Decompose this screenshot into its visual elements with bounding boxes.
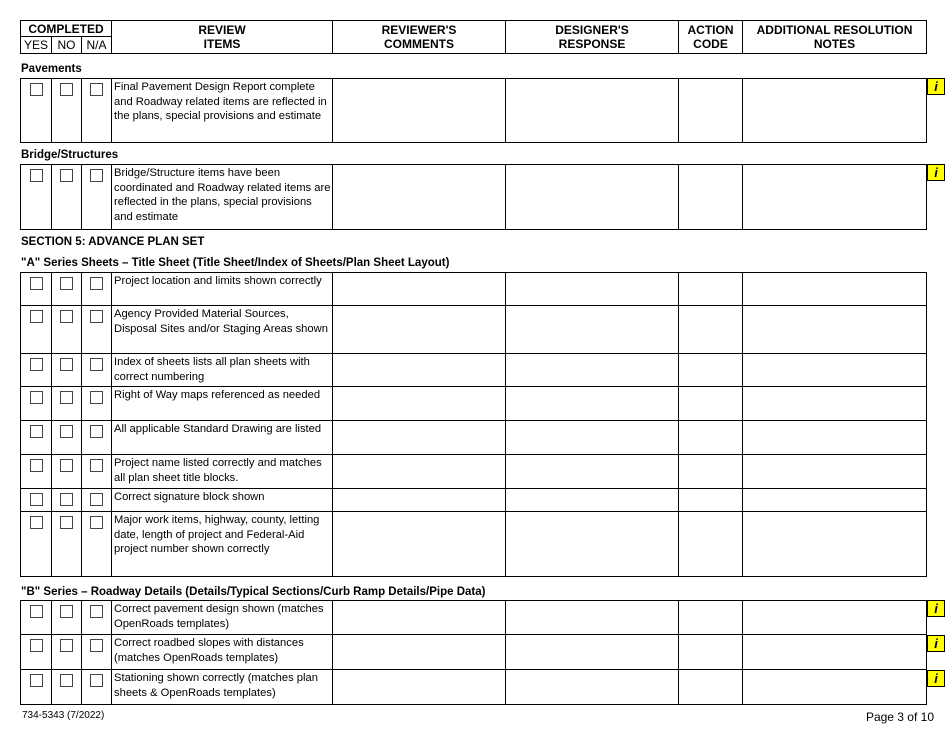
action-code-cell[interactable] bbox=[679, 670, 743, 705]
action-code-cell[interactable] bbox=[679, 165, 743, 230]
reviewers-comments-cell[interactable] bbox=[333, 635, 506, 670]
review-items-header: REVIEW ITEMS bbox=[112, 21, 333, 54]
info-icon[interactable]: i bbox=[927, 600, 945, 617]
checklist-row bbox=[21, 354, 927, 387]
checkbox-cell-na bbox=[82, 421, 112, 455]
reviewers-comments-cell[interactable] bbox=[333, 165, 506, 230]
action-code-cell[interactable] bbox=[679, 354, 743, 387]
review-item-text: Correct roadbed slopes with distances (matches OpenRoads templates) bbox=[112, 635, 333, 670]
action-code-cell[interactable] bbox=[679, 387, 743, 421]
info-icon[interactable]: i bbox=[927, 164, 945, 181]
additional-notes-cell[interactable] bbox=[743, 489, 927, 512]
checkbox-na[interactable] bbox=[90, 493, 103, 506]
section-5-title: SECTION 5: ADVANCE PLAN SET bbox=[21, 236, 205, 248]
checkbox-no[interactable] bbox=[60, 425, 73, 438]
action-code-cell[interactable] bbox=[679, 512, 743, 577]
b-series-table bbox=[20, 600, 927, 705]
reviewers-comments-cell[interactable] bbox=[333, 601, 506, 635]
checkbox-cell-na bbox=[82, 455, 112, 489]
checkbox-cell-yes bbox=[21, 354, 52, 387]
additional-notes-cell[interactable] bbox=[743, 306, 927, 354]
checkbox-no[interactable] bbox=[60, 83, 73, 96]
additional-notes-cell[interactable] bbox=[743, 273, 927, 306]
additional-notes-cell[interactable] bbox=[743, 165, 927, 230]
checkbox-cell-no bbox=[52, 670, 82, 705]
checkbox-cell-na bbox=[82, 273, 112, 306]
additional-notes-header: ADDITIONAL RESOLUTION NOTES bbox=[743, 21, 927, 54]
reviewers-comments-cell[interactable] bbox=[333, 489, 506, 512]
checkbox-yes[interactable] bbox=[30, 277, 43, 290]
review-item-text: Agency Provided Material Sources, Disposal Sites and/or Staging Areas shown bbox=[112, 306, 333, 354]
checkbox-no[interactable] bbox=[60, 605, 73, 618]
reviewers-comments-cell[interactable] bbox=[333, 387, 506, 421]
checkbox-cell-yes bbox=[21, 165, 52, 230]
designers-response-header: DESIGNER'S RESPONSE bbox=[506, 21, 679, 54]
reviewers-comments-cell[interactable] bbox=[333, 670, 506, 705]
info-icon[interactable]: i bbox=[927, 670, 945, 687]
additional-notes-cell[interactable] bbox=[743, 455, 927, 489]
additional-notes-cell[interactable] bbox=[743, 512, 927, 577]
review-item-text: Correct pavement design shown (matches OpenRoads templates) bbox=[112, 601, 333, 635]
yes-header: YES bbox=[21, 37, 52, 54]
checkbox-cell-na bbox=[82, 354, 112, 387]
action-code-cell[interactable] bbox=[679, 489, 743, 512]
checkbox-yes[interactable] bbox=[30, 358, 43, 371]
checkbox-cell-na bbox=[82, 165, 112, 230]
checkbox-cell-no bbox=[52, 306, 82, 354]
checkbox-no[interactable] bbox=[60, 310, 73, 323]
checkbox-yes[interactable] bbox=[30, 425, 43, 438]
checkbox-na[interactable] bbox=[90, 425, 103, 438]
action-code-cell[interactable] bbox=[679, 79, 743, 143]
reviewers-comments-cell[interactable] bbox=[333, 421, 506, 455]
checklist-row bbox=[21, 165, 927, 230]
checklist-row bbox=[21, 387, 927, 421]
additional-notes-cell[interactable] bbox=[743, 79, 927, 143]
checkbox-no[interactable] bbox=[60, 493, 73, 506]
checkbox-cell-yes bbox=[21, 601, 52, 635]
checkbox-na[interactable] bbox=[90, 459, 103, 472]
additional-notes-cell[interactable] bbox=[743, 670, 927, 705]
additional-notes-cell[interactable] bbox=[743, 354, 927, 387]
checkbox-na[interactable] bbox=[90, 310, 103, 323]
checkbox-na[interactable] bbox=[90, 674, 103, 687]
designers-response-cell[interactable] bbox=[506, 354, 679, 387]
reviewers-comments-cell[interactable] bbox=[333, 306, 506, 354]
checklist-row bbox=[21, 455, 927, 489]
info-icon[interactable]: i bbox=[927, 78, 945, 95]
page-number: Page 3 of 10 bbox=[865, 710, 934, 724]
checkbox-cell-no bbox=[52, 601, 82, 635]
info-icon[interactable]: i bbox=[927, 635, 945, 652]
checkbox-na[interactable] bbox=[90, 391, 103, 404]
na-header: N/A bbox=[82, 37, 112, 54]
checkbox-na[interactable] bbox=[90, 605, 103, 618]
checklist-row bbox=[21, 635, 927, 670]
checkbox-na[interactable] bbox=[90, 516, 103, 529]
checkbox-na[interactable] bbox=[90, 639, 103, 652]
review-item-text: Stationing shown correctly (matches plan sheets & OpenRoads templates) bbox=[112, 670, 333, 705]
additional-notes-cell[interactable] bbox=[743, 387, 927, 421]
action-code-cell[interactable] bbox=[679, 601, 743, 635]
checkbox-no[interactable] bbox=[60, 674, 73, 687]
section-bridge: Bridge/Structures bbox=[21, 149, 119, 161]
designers-response-cell[interactable] bbox=[506, 387, 679, 421]
designers-response-cell[interactable] bbox=[506, 635, 679, 670]
reviewers-comments-cell[interactable] bbox=[333, 512, 506, 577]
review-item-text: Index of sheets lists all plan sheets with correct numbering bbox=[112, 354, 333, 387]
checkbox-yes[interactable] bbox=[30, 493, 43, 506]
header-table bbox=[20, 20, 927, 54]
checkbox-yes[interactable] bbox=[30, 639, 43, 652]
checklist-row bbox=[21, 273, 927, 306]
checkbox-na[interactable] bbox=[90, 169, 103, 182]
review-item-text: Major work items, highway, county, letting date, length of project and Federal-Aid project number shown correctly bbox=[112, 512, 333, 577]
checkbox-cell-na bbox=[82, 601, 112, 635]
checkbox-na[interactable] bbox=[90, 277, 103, 290]
section-b-series: "B" Series – Roadway Details (Details/Typical Sections/Curb Ramp Details/Pipe Data) bbox=[21, 586, 486, 598]
checkbox-yes[interactable] bbox=[30, 459, 43, 472]
checkbox-cell-no bbox=[52, 489, 82, 512]
completed-header: COMPLETED bbox=[21, 21, 112, 37]
checkbox-cell-no bbox=[52, 79, 82, 143]
checkbox-yes[interactable] bbox=[30, 169, 43, 182]
checkbox-no[interactable] bbox=[60, 358, 73, 371]
checkbox-cell-no bbox=[52, 165, 82, 230]
checkbox-na[interactable] bbox=[90, 358, 103, 371]
additional-notes-cell[interactable] bbox=[743, 601, 927, 635]
checklist-row bbox=[21, 670, 927, 705]
checkbox-no[interactable] bbox=[60, 639, 73, 652]
section-a-series: "A" Series Sheets – Title Sheet (Title Sheet/Index of Sheets/Plan Sheet Layout) bbox=[21, 257, 450, 269]
checkbox-cell-no bbox=[52, 387, 82, 421]
checklist-row bbox=[21, 421, 927, 455]
checkbox-no[interactable] bbox=[60, 169, 73, 182]
reviewers-comments-cell[interactable] bbox=[333, 455, 506, 489]
designers-response-cell[interactable] bbox=[506, 79, 679, 143]
checkbox-cell-na bbox=[82, 489, 112, 512]
a-series-table bbox=[20, 272, 927, 577]
designers-response-cell[interactable] bbox=[506, 306, 679, 354]
designers-response-cell[interactable] bbox=[506, 165, 679, 230]
reviewers-comments-cell[interactable] bbox=[333, 273, 506, 306]
review-item-text: Final Pavement Design Report complete and Roadway related items are reflected in the plans, special provisions and estimate bbox=[112, 79, 333, 143]
checkbox-no[interactable] bbox=[60, 459, 73, 472]
designers-response-cell[interactable] bbox=[506, 670, 679, 705]
checkbox-cell-yes bbox=[21, 512, 52, 577]
review-item-text: Project location and limits shown correctly bbox=[112, 273, 333, 306]
checkbox-cell-no bbox=[52, 421, 82, 455]
action-code-cell[interactable] bbox=[679, 421, 743, 455]
checkbox-cell-yes bbox=[21, 79, 52, 143]
reviewers-comments-cell[interactable] bbox=[333, 354, 506, 387]
checkbox-cell-yes bbox=[21, 421, 52, 455]
designers-response-cell[interactable] bbox=[506, 455, 679, 489]
checklist-row bbox=[21, 489, 927, 512]
pavements-table bbox=[20, 78, 927, 143]
designers-response-cell[interactable] bbox=[506, 601, 679, 635]
checkbox-no[interactable] bbox=[60, 277, 73, 290]
designers-response-cell[interactable] bbox=[506, 512, 679, 577]
checkbox-no[interactable] bbox=[60, 516, 73, 529]
checkbox-cell-na bbox=[82, 306, 112, 354]
designers-response-cell[interactable] bbox=[506, 489, 679, 512]
checkbox-cell-yes bbox=[21, 489, 52, 512]
action-code-header: ACTION CODE bbox=[679, 21, 743, 54]
reviewers-comments-cell[interactable] bbox=[333, 79, 506, 143]
review-item-text: All applicable Standard Drawing are listed bbox=[112, 421, 333, 455]
checkbox-yes[interactable] bbox=[30, 674, 43, 687]
bridge-table bbox=[20, 164, 927, 230]
action-code-cell[interactable] bbox=[679, 273, 743, 306]
checkbox-na[interactable] bbox=[90, 83, 103, 96]
section-pavements: Pavements bbox=[21, 63, 82, 75]
checkbox-cell-yes bbox=[21, 387, 52, 421]
action-code-cell[interactable] bbox=[679, 455, 743, 489]
checkbox-yes[interactable] bbox=[30, 83, 43, 96]
checkbox-cell-no bbox=[52, 273, 82, 306]
designers-response-cell[interactable] bbox=[506, 421, 679, 455]
action-code-cell[interactable] bbox=[679, 635, 743, 670]
designers-response-cell[interactable] bbox=[506, 273, 679, 306]
checkbox-cell-na bbox=[82, 387, 112, 421]
additional-notes-cell[interactable] bbox=[743, 635, 927, 670]
checkbox-cell-na bbox=[82, 512, 112, 577]
no-header: NO bbox=[52, 37, 82, 54]
checkbox-cell-na bbox=[82, 670, 112, 705]
review-item-text: Correct signature block shown bbox=[112, 489, 333, 512]
form-number: 734-5343 (7/2022) bbox=[22, 710, 105, 721]
checkbox-cell-yes bbox=[21, 306, 52, 354]
checkbox-cell-yes bbox=[21, 670, 52, 705]
checkbox-cell-yes bbox=[21, 455, 52, 489]
checkbox-cell-no bbox=[52, 512, 82, 577]
reviewers-comments-header: REVIEWER'S COMMENTS bbox=[333, 21, 506, 54]
checklist-row bbox=[21, 512, 927, 577]
additional-notes-cell[interactable] bbox=[743, 421, 927, 455]
checkbox-cell-na bbox=[82, 79, 112, 143]
checkbox-yes[interactable] bbox=[30, 605, 43, 618]
review-item-text: Right of Way maps referenced as needed bbox=[112, 387, 333, 421]
checkbox-cell-no bbox=[52, 354, 82, 387]
checkbox-cell-yes bbox=[21, 635, 52, 670]
checkbox-yes[interactable] bbox=[30, 310, 43, 323]
checklist-row bbox=[21, 79, 927, 143]
checkbox-yes[interactable] bbox=[30, 391, 43, 404]
action-code-cell[interactable] bbox=[679, 306, 743, 354]
checkbox-cell-no bbox=[52, 635, 82, 670]
checkbox-cell-na bbox=[82, 635, 112, 670]
checkbox-no[interactable] bbox=[60, 391, 73, 404]
checklist-row bbox=[21, 601, 927, 635]
checkbox-cell-no bbox=[52, 455, 82, 489]
checkbox-cell-yes bbox=[21, 273, 52, 306]
review-item-text: Project name listed correctly and matches all plan sheet title blocks. bbox=[112, 455, 333, 489]
review-item-text: Bridge/Structure items have been coordinated and Roadway related items are reflected in the plans, special provisions and estimate bbox=[112, 165, 333, 230]
checkbox-yes[interactable] bbox=[30, 516, 43, 529]
checklist-row bbox=[21, 306, 927, 354]
